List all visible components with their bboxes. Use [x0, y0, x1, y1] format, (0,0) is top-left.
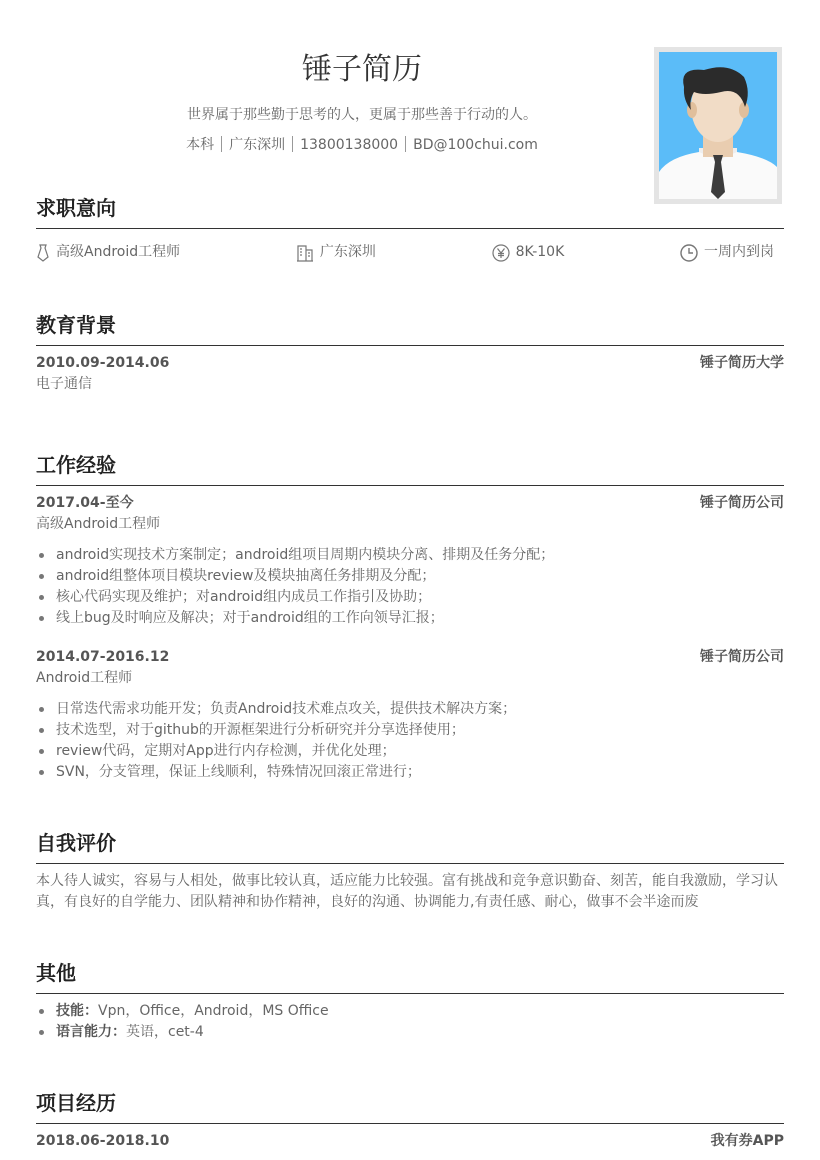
language-label: 语言能力：	[56, 1024, 126, 1040]
job-date: 2017.04-至今	[36, 495, 134, 511]
self-evaluation-text: 本人待人诚实，容易与人相处，做事比较认真，适应能力比较强。富有挑战和竞争意识勤奋、刻苦，能自我激励，学习认真，有良好的自学能力、团队精神和协作精神，良好的沟通、协调能力,有责任感、耐心，做事不会半途而废	[36, 873, 778, 910]
edu-school: 锤子简历大学	[700, 355, 784, 371]
clock-icon	[680, 244, 698, 262]
job-role: Android工程师	[36, 670, 133, 686]
list-item	[36, 1022, 784, 1043]
location: 广东深圳	[229, 137, 286, 153]
tie-icon	[36, 244, 50, 262]
intent-text: 广东深圳	[319, 244, 376, 260]
resume-title: 锤子简历	[302, 52, 422, 87]
intent-text: 8K-10K	[515, 244, 565, 260]
section-projects	[36, 1089, 784, 1152]
section-heading: 自我评价	[36, 829, 784, 864]
list-item: 技术选型，对于github的开源框架进行分析研究并分享选择使用；	[36, 720, 784, 741]
list-item: 日常迭代需求功能开发；负责Android技术难点攻关，提供技术解决方案；	[36, 699, 784, 720]
list-item: 核心代码实现及维护；对android组内成员工作指引及协助；	[36, 587, 784, 608]
job-company: 锤子简历公司	[700, 649, 784, 665]
project-name: 我有券APP	[710, 1133, 784, 1149]
section-heading: 求职意向	[36, 194, 784, 229]
job-duties	[36, 545, 784, 629]
email: BD@100chui.com	[413, 137, 538, 153]
section-education	[36, 311, 784, 395]
edu-date: 2010.09-2014.06	[36, 355, 170, 371]
section-heading: 项目经历	[36, 1089, 784, 1124]
intent-salary	[492, 242, 565, 263]
job-date: 2014.07-2016.12	[36, 649, 170, 665]
job-company: 锤子简历公司	[700, 495, 784, 511]
divider	[405, 136, 406, 152]
language-value: 英语，cet-4	[126, 1024, 204, 1040]
motto: 世界属于那些勤于思考的人，更属于那些善于行动的人。	[187, 107, 537, 123]
skill-label: 技能：	[56, 1003, 98, 1019]
section-heading: 教育背景	[36, 311, 784, 346]
section-other	[36, 959, 784, 1043]
list-item: review代码，定期对App进行内存检测，并优化处理；	[36, 741, 784, 762]
intent-text: 高级Android工程师	[56, 244, 181, 260]
edu-major: 电子通信	[36, 376, 92, 392]
skill-value: Vpn，Office，Android，MS Office	[98, 1003, 329, 1019]
section-work	[36, 451, 784, 783]
section-heading: 其他	[36, 959, 784, 994]
section-heading: 工作经验	[36, 451, 784, 486]
intent-text: 一周内到岗	[703, 244, 774, 260]
intent-availability	[680, 242, 774, 263]
section-intent	[36, 194, 784, 263]
project-date: 2018.06-2018.10	[36, 1133, 170, 1149]
list-item: android实现技术方案制定；android组项目周期内模块分离、排期及任务分配；	[36, 545, 784, 566]
list-item: android组整体项目模块review及模块抽离任务排期及分配；	[36, 566, 784, 587]
intent-position	[36, 242, 180, 263]
divider	[221, 136, 222, 152]
job-duties	[36, 699, 784, 783]
list-item: 线上bug及时响应及解决；对于android组的工作向领导汇报；	[36, 608, 784, 629]
phone: 13800138000	[300, 137, 399, 153]
building-icon	[296, 244, 314, 262]
contact-line	[0, 135, 724, 155]
yen-icon	[492, 244, 510, 262]
divider	[292, 136, 293, 152]
avatar-photo	[654, 47, 782, 204]
degree: 本科	[186, 137, 215, 153]
section-self-evaluation	[36, 829, 784, 913]
job-role: 高级Android工程师	[36, 516, 161, 532]
list-item: SVN，分支管理，保证上线顺利，特殊情况回滚正常进行；	[36, 762, 784, 783]
intent-city	[296, 242, 376, 263]
avatar-illustration	[659, 52, 777, 199]
list-item	[36, 1001, 784, 1022]
